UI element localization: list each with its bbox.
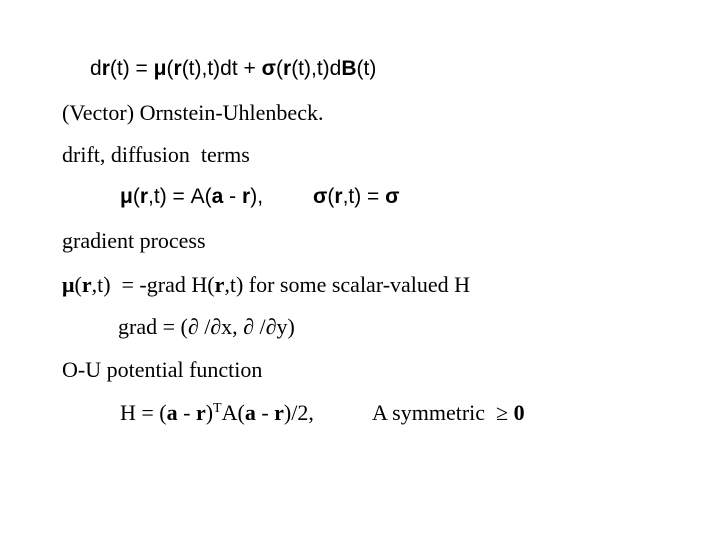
gradient-mu: μ [62,272,75,297]
potential-text: H = ( [120,400,167,425]
potential-a: a [244,400,256,425]
gradient-r: r [81,272,92,297]
drift-mu: μ [120,185,133,208]
potential-a: a [166,400,178,425]
drift-a: a [211,185,224,208]
diffusion-r: r [334,185,343,208]
diffusion-sigma: σ [313,185,328,208]
potential-r: r [274,400,284,425]
sde-text: ( [166,57,174,80]
potential-r: r [195,400,206,425]
gradient-text: ,t) = -grad H( [91,272,215,297]
symmetric-condition [372,400,525,426]
diffusion-text: ( [327,185,335,208]
sde-equation [90,56,376,82]
potential-transpose: T [213,401,222,416]
potential-equation [120,400,314,426]
drift-term [120,184,263,210]
sde-r: r [283,57,292,80]
potential-text: - [177,400,196,425]
diffusion-sigma: σ [385,185,400,208]
sde-text: (t) = [109,57,154,80]
terms-heading: drift, diffusion terms [62,142,250,167]
sde-text: d [90,57,102,80]
symmetric-text: A symmetric ≥ [372,400,514,425]
diffusion-text: ,t) = [342,185,386,208]
gradient-text: ,t) for some scalar-valued H [224,272,471,297]
sde-mu: μ [153,57,167,80]
potential-text: ) [205,400,214,425]
drift-text: ), [250,185,264,208]
gradient-heading: gradient process [62,228,206,253]
drift-r: r [242,185,251,208]
sde-r: r [173,57,182,80]
potential-text: A( [221,400,245,425]
drift-text: ,t) = A( [148,185,212,208]
drift-text: ( [132,185,140,208]
sde-text: (t) [356,57,377,80]
diffusion-term [313,184,400,210]
potential-text: )/2, [283,400,314,425]
ou-heading: (Vector) Ornstein-Uhlenbeck. [62,100,324,125]
potential-heading: O-U potential function [62,357,263,382]
sde-text: (t),t)dt + [181,57,262,80]
symmetric-zero: 0 [513,400,525,425]
gradient-r: r [214,272,225,297]
gradient-equation [62,272,470,298]
sde-text: ( [276,57,283,80]
drift-text: - [223,185,243,208]
sde-sigma: σ [261,57,276,80]
sde-r: r [101,57,110,80]
gradient-text: ( [74,272,82,297]
drift-r: r [139,185,149,208]
sde-B: B [341,57,357,80]
sde-text: (t),t)d [291,57,342,80]
potential-text: - [255,400,275,425]
grad-definition: grad = (∂ /∂x, ∂ /∂y) [118,314,295,339]
